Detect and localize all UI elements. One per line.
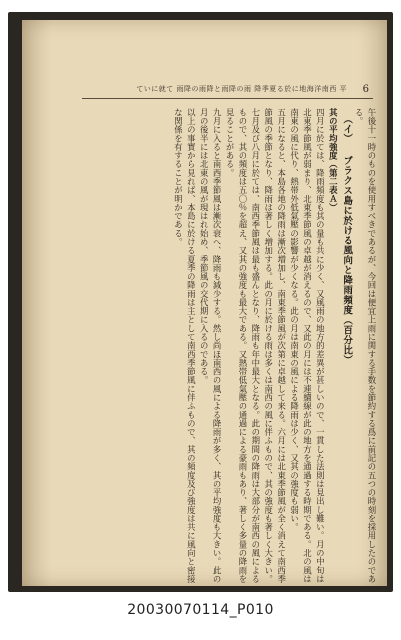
- body-paragraph: 午後十一時のものを使用すべきであるが、今回は便宜上雨に関する手数を節約する爲に前記の五つの時刻を採用したのである。: [354, 108, 377, 584]
- header-rule: [82, 98, 373, 99]
- body-paragraph: 四月に於ては、降雨頻度も其の量も共に少く、又風雨の地方的差異が甚しいので、一貫した法則は見出し難い。月の中旬は北東季節風が弱まり、北東季節風の卓越が消えるので、又此の月には不連續線が此の地方を通過する時期である。北の風は南東の風に代り、熱帯外低氣壓の影響が少くなる。此の月は南東の風による降雨は少く、又其の強度も弱い。: [289, 108, 326, 584]
- body-text: [82, 108, 378, 586]
- section-subheading: 其の平均強度（第二表Ａ）: [328, 108, 339, 212]
- book-page: [22, 20, 387, 586]
- body-paragraph: 五月になると、本島各地の降雨は漸次増加し、南東季節風が次第に卓越して来る。六月には北東季節風が全く消えて南西季節風の季節となり、降雨は著しく増加する。此の月に於ける雨は多くは南西の風に伴ふもので、其の強度も著しく大きい。: [263, 108, 287, 584]
- body-paragraph: 九月に入ると南西季節風は漸次衰へ、降雨も減少する。然し尚ほ南西の風による降雨が多く、其の平均強度も大きい。此の月の後半には北東の風が現はれ始め、季節風の交代期に入るのである。: [199, 108, 223, 584]
- body-paragraph: 以上の事實から見れば、本島に於ける夏季の降雨は主として南西季節風に伴ふもので、其の頻度及び強度は共に風向と密接な関係を有することが明かである。: [173, 108, 197, 584]
- page-number: 6: [362, 84, 369, 95]
- section-heading: （イ） ブラクス島に於ける風向と降雨頻度（百分比）: [341, 114, 353, 366]
- body-paragraph: 七月及び八月に於ては、南西季節風は最も盛んとなり、降雨も年中最大となる。此の期間の降雨は大部分が南西の風によるもので、其の頻度は五〇％を超え、又其の強度も最大である。又熱帯低氣壓の通過による豪雨もあり、著しく多量の降雨を見ることがある。: [225, 108, 261, 584]
- image-caption: 20030070114_P010: [127, 602, 274, 618]
- running-header: ていに就て 雨降の雨降と雨降の雨 降季夏る於に地海洋南西 平: [136, 85, 347, 93]
